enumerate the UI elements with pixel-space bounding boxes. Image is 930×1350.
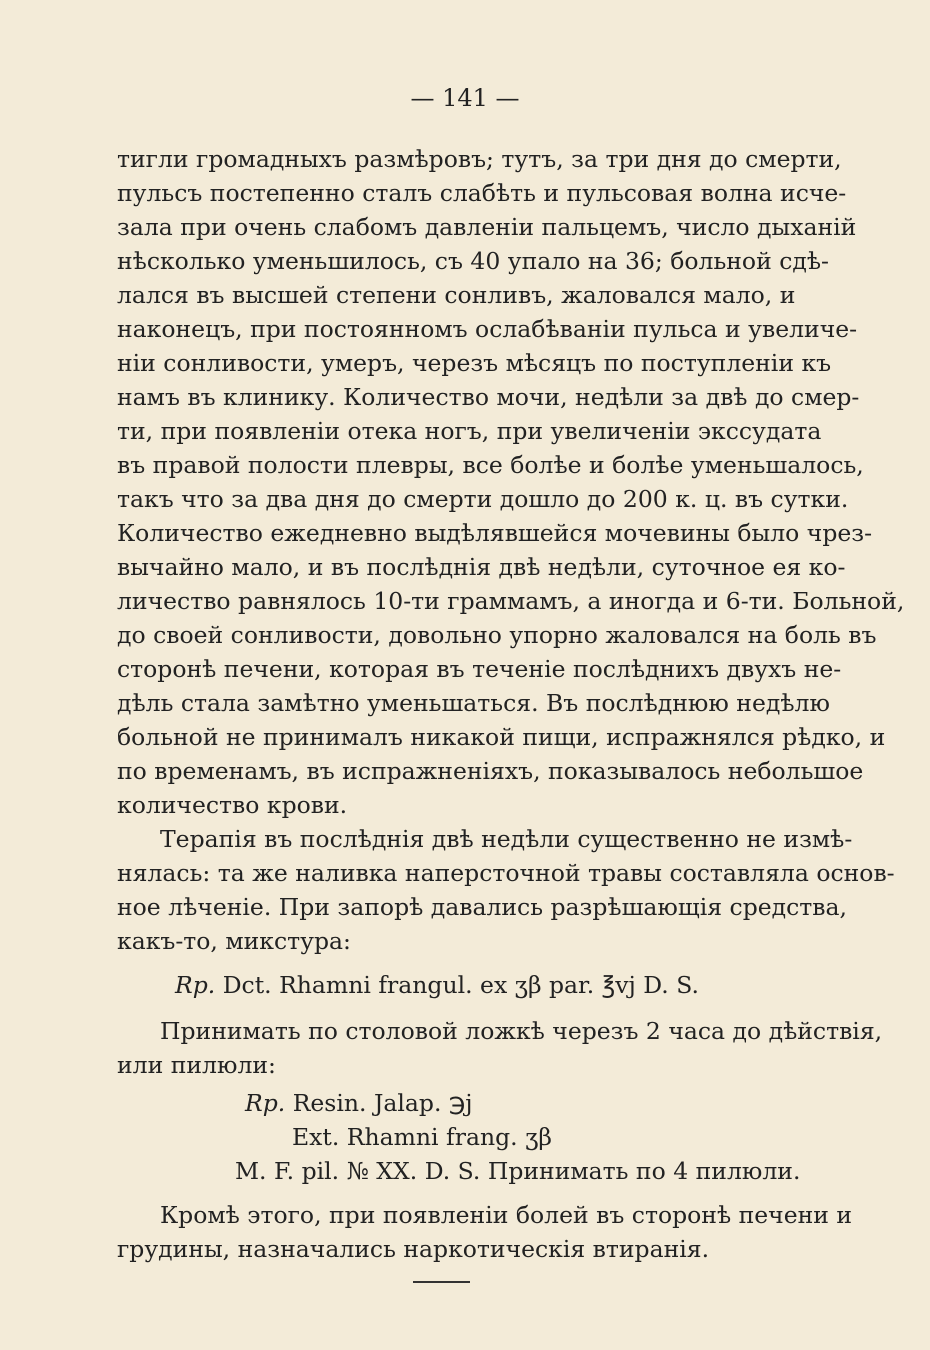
prescription-text: Dct. Rhamni frangul. ex ʒβ par. ℥vj D. S.	[222, 971, 699, 999]
text-line: такъ что за два дня до смерти дошло до 200 к. ц. въ сутки.	[117, 485, 849, 513]
text-line: сторонѣ печени, которая въ теченіе послѣднихъ двухъ не-	[117, 655, 842, 683]
text-line: наконецъ, при постоянномъ ослабѣваніи пульса и увеличе-	[117, 315, 858, 343]
text-line: ное лѣченіе. При запорѣ давались разрѣшающія средства,	[117, 893, 848, 921]
text-line: больной не принималъ никакой пищи, испражнялся рѣдко, и	[117, 723, 886, 751]
text-line: намъ въ клинику. Количество мочи, недѣли за двѣ до смер-	[117, 383, 860, 411]
text-line: по временамъ, въ испражненіяхъ, показывалось небольшое	[117, 757, 864, 785]
text-line: ніи сонливости, умеръ, черезъ мѣсяцъ по поступленіи къ	[117, 349, 832, 377]
text-line: нѣсколько уменьшилось, съ 40 упало на 36; больной сдѣ-	[117, 247, 829, 275]
page-number: — 141 —	[410, 84, 520, 112]
rp-mark: Rp.	[245, 1089, 286, 1117]
text-line: тигли громадныхъ размѣровъ; тутъ, за три дня до смерти,	[117, 145, 842, 173]
text-line: нялась: та же наливка наперсточной травы составляла основ-	[117, 859, 895, 887]
text-line: въ правой полости плевры, все болѣе и болѣе уменьшалось,	[117, 451, 864, 479]
prescription-2-line-2: Ext. Rhamni frang. ʒβ	[292, 1123, 552, 1151]
text-line-last: какъ-то, микстура:	[117, 927, 351, 955]
paragraph-start: Принимать по столовой ложкѣ черезъ 2 часа до дѣйствія,	[160, 1017, 883, 1045]
end-rule	[413, 1281, 470, 1283]
text-line: личество равнялось 10-ти граммамъ, а иногда и 6-ти. Больной,	[117, 587, 905, 615]
text-line: зала при очень слабомъ давленіи пальцемъ, число дыханій	[117, 213, 857, 241]
text-line-last: грудины, назначались наркотическія втиранія.	[117, 1235, 710, 1263]
prescription-text: Resin. Jalap. ℈j	[292, 1089, 473, 1117]
text-line: дѣль стала замѣтно уменьшаться. Въ послѣднюю недѣлю	[117, 689, 830, 717]
text-line: до своей сонливости, довольно упорно жаловался на боль въ	[117, 621, 877, 649]
text-line: Количество ежедневно выдѣлявшейся мочевины было чрез-	[117, 519, 873, 547]
text-line-last: или пилюли:	[117, 1051, 276, 1079]
text-line: пульсъ постепенно сталъ слабѣть и пульсовая волна исче-	[117, 179, 847, 207]
rp-mark: Rp.	[175, 971, 216, 999]
text-line: вычайно мало, и въ послѣднія двѣ недѣли, суточное ея ко-	[117, 553, 846, 581]
text-line: лался въ высшей степени сонливъ, жаловался мало, и	[117, 281, 796, 309]
prescription-2-line-3: M. F. pil. № XX. D. S. Принимать по 4 пилюли.	[235, 1157, 801, 1185]
text-line: ти, при появленіи отека ногъ, при увеличеніи экссудата	[117, 417, 822, 445]
paragraph-start: Терапія въ послѣднія двѣ недѣли существенно не измѣ-	[160, 825, 853, 853]
paragraph-start: Кромѣ этого, при появленіи болей въ сторонѣ печени и	[160, 1201, 853, 1229]
text-line-last: количество крови.	[117, 791, 348, 819]
prescription-1	[175, 968, 699, 1002]
prescription-2-line-1	[245, 1086, 473, 1120]
